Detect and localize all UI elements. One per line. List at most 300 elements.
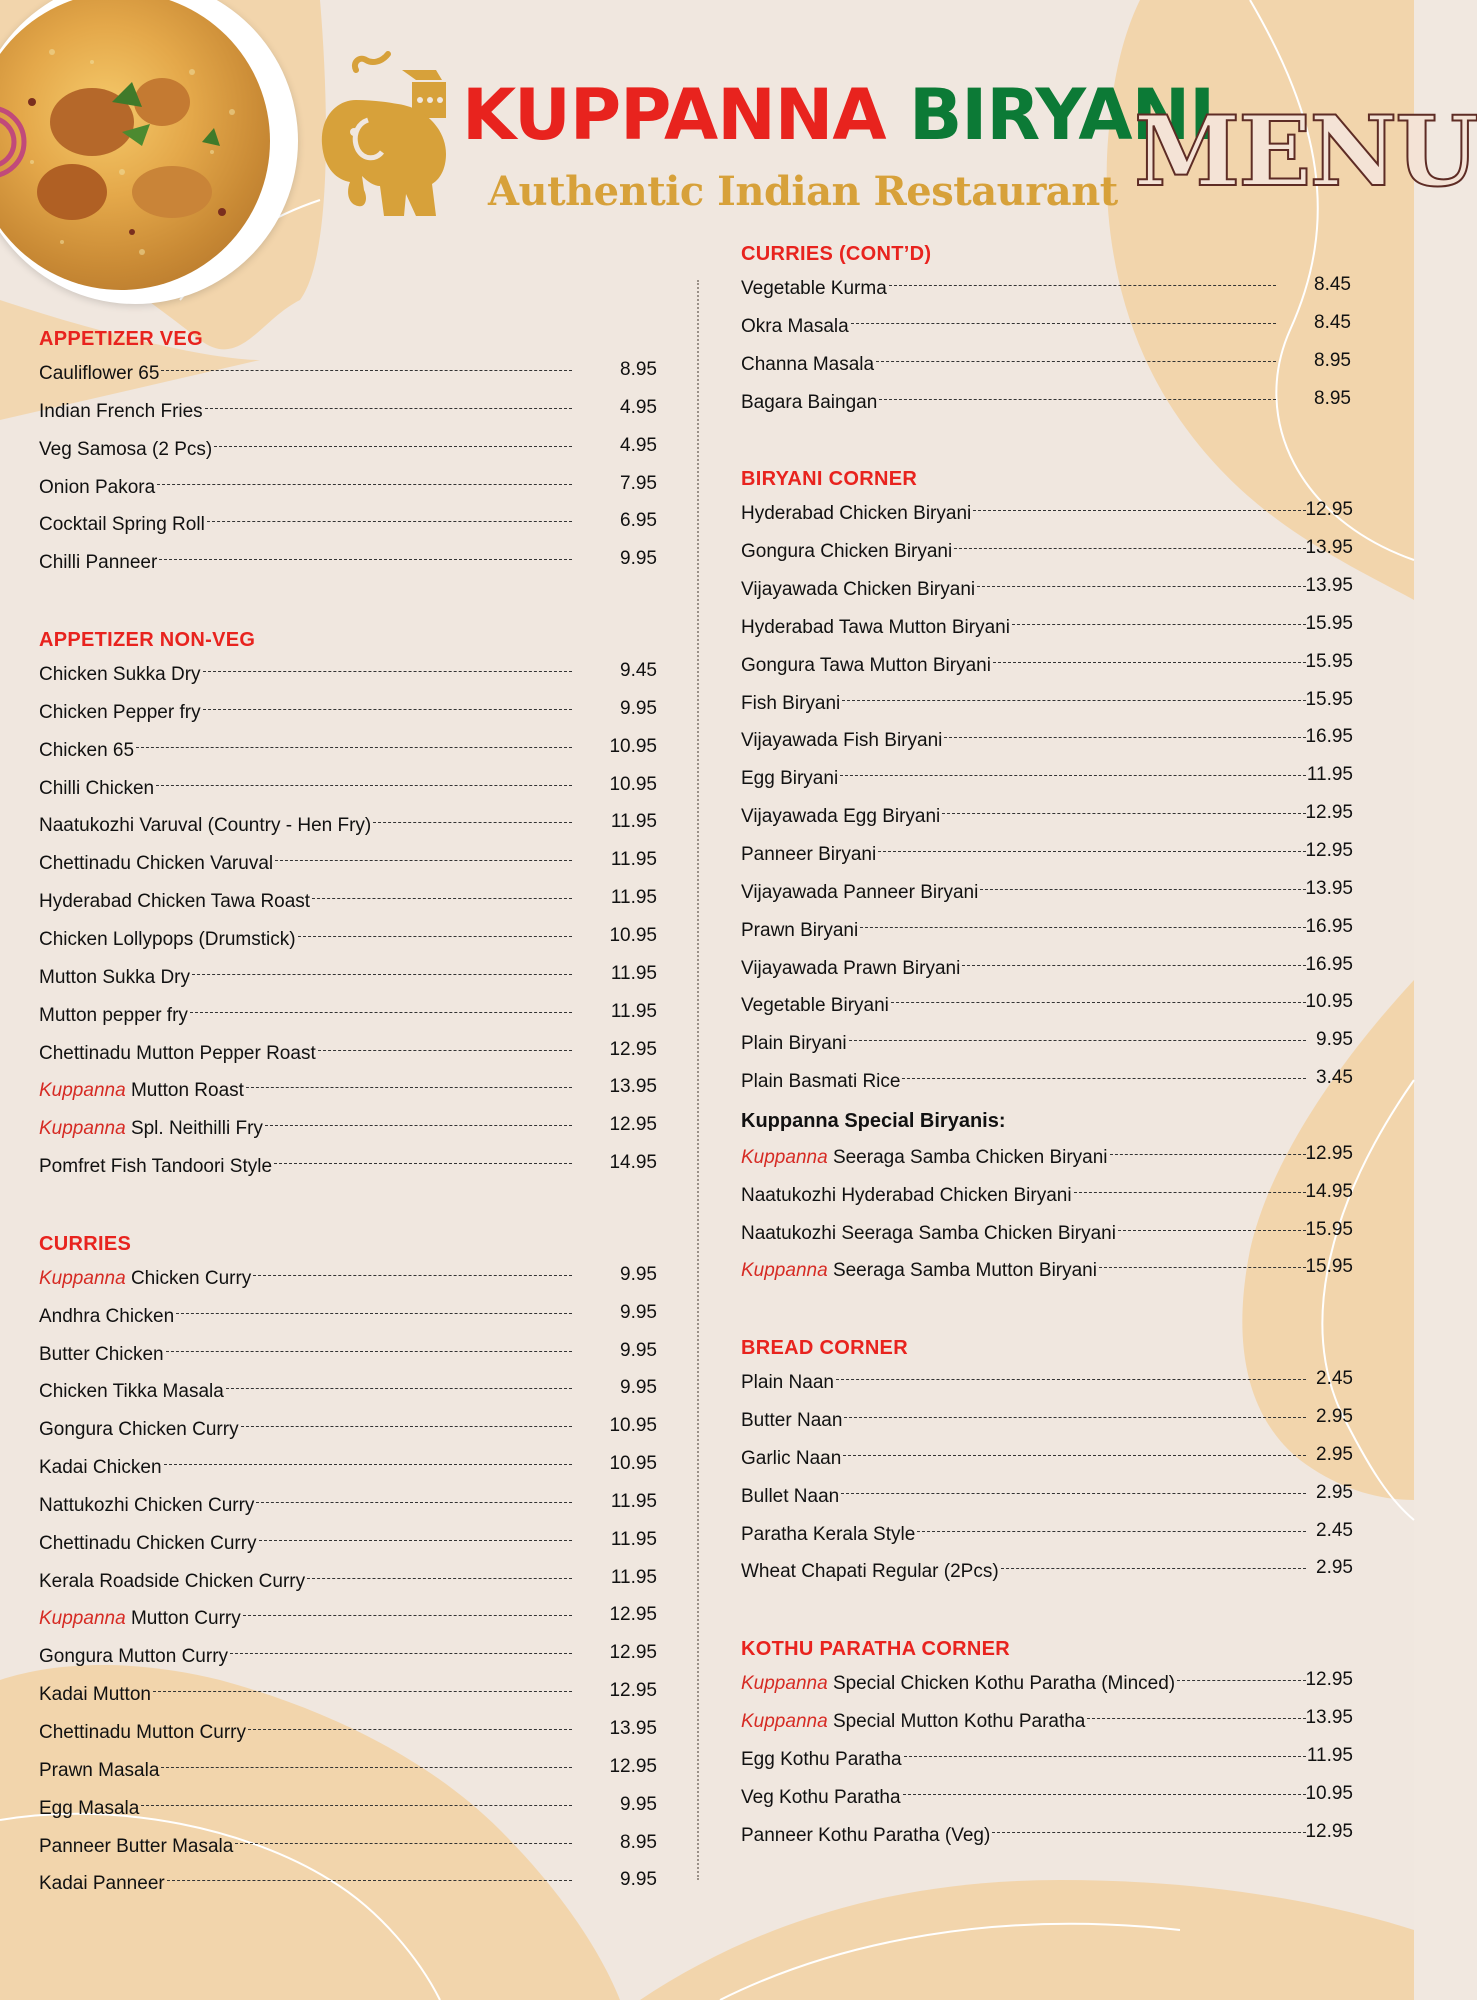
menu-item-name: Paratha Kerala Style	[741, 1523, 916, 1545]
menu-item-label	[741, 1710, 1085, 1734]
menu-item-label	[39, 1456, 162, 1480]
menu-item-name: Vijayawada Egg Biryani	[741, 806, 941, 828]
menu-item-name: Chicken Lollypops (Drumstick)	[39, 928, 296, 950]
menu-item-label	[741, 1070, 900, 1094]
dotted-leader	[312, 898, 572, 899]
menu-item-price: 9.95	[620, 1339, 657, 1361]
menu-item-label	[39, 1494, 254, 1518]
menu-item-label	[741, 729, 942, 753]
menu-item-price: 11.95	[610, 962, 657, 984]
menu-item-price: 12.95	[609, 1680, 657, 1702]
menu-item-price: 8.45	[1314, 274, 1351, 295]
menu-item-name: Wheat Chapati Regular (2Pcs)	[741, 1561, 999, 1583]
dotted-leader	[944, 737, 1306, 738]
menu-item-name: Egg Masala	[39, 1797, 140, 1819]
menu-item-name: Mutton Sukka Dry	[39, 966, 190, 988]
menu-item-label	[39, 928, 296, 952]
dotted-leader	[248, 1729, 572, 1730]
menu-item-brand: Kuppanna	[741, 1260, 828, 1282]
menu-item-name: Vijayawada Prawn Biryani	[741, 957, 961, 979]
menu-item-name: Panneer Biryani	[741, 843, 877, 865]
menu-item-name: Plain Basmati Rice	[741, 1071, 901, 1093]
dotted-leader	[265, 1125, 572, 1126]
dotted-leader	[190, 1012, 572, 1013]
section-title: CURRIES	[39, 1232, 132, 1255]
menu-item-price: 11.95	[610, 1566, 657, 1588]
menu-item-name: Panneer Butter Masala	[39, 1835, 234, 1857]
menu-item-label	[741, 994, 889, 1018]
dotted-leader	[230, 1653, 572, 1654]
menu-item-label	[741, 1748, 902, 1772]
menu-item-label	[741, 919, 858, 943]
menu-item-label	[39, 1872, 165, 1896]
dotted-leader	[241, 1426, 572, 1427]
menu-item-row	[741, 347, 1361, 385]
menu-item-row	[741, 309, 1361, 347]
dotted-leader	[840, 775, 1306, 776]
dotted-leader	[203, 709, 572, 710]
menu-item-label	[741, 1032, 847, 1056]
menu-item-label	[741, 1184, 1072, 1208]
left-column	[39, 322, 659, 1944]
menu-item-row	[39, 960, 659, 998]
menu-item-row	[741, 875, 1361, 913]
menu-item-price: 11.95	[1306, 764, 1353, 786]
menu-item-row	[39, 507, 659, 545]
menu-item-price: 15.95	[1305, 688, 1353, 710]
dotted-leader	[373, 822, 572, 823]
menu-item-label	[39, 852, 273, 876]
menu-item-brand: Kuppanna	[741, 1711, 828, 1733]
right-column	[741, 237, 1361, 1896]
menu-item-label	[741, 540, 952, 564]
menu-item-name: Veg Kothu Paratha	[741, 1786, 901, 1808]
menu-item-price: 2.95	[1316, 1557, 1353, 1579]
dotted-leader	[860, 927, 1306, 928]
menu-item-brand: Kuppanna	[39, 1267, 126, 1289]
menu-item-label	[741, 1222, 1116, 1246]
menu-item-name: Nattukozhi Chicken Curry	[39, 1494, 255, 1516]
menu-item-row	[39, 733, 659, 771]
menu-item-price: 14.95	[609, 1152, 657, 1174]
menu-item-label	[741, 1146, 1108, 1170]
menu-item-name: Okra Masala	[741, 315, 849, 337]
menu-item-price: 9.95	[620, 1263, 657, 1285]
menu-item-price: 11.95	[610, 887, 657, 909]
menu-item-label	[741, 654, 991, 678]
section-kothu-paratha	[741, 1632, 1361, 1855]
dotted-leader	[307, 1578, 572, 1579]
dotted-leader	[849, 1040, 1306, 1041]
menu-item-name: Indian French Fries	[39, 400, 203, 422]
menu-item-price: 15.95	[1305, 1218, 1353, 1240]
menu-item-name: Chilli Panneer	[39, 552, 158, 574]
menu-item-label	[741, 692, 840, 716]
dotted-leader	[167, 1880, 572, 1881]
dotted-leader	[1012, 624, 1306, 625]
dotted-leader	[157, 484, 572, 485]
menu-item-price: 2.45	[1316, 1368, 1353, 1390]
menu-item-row	[39, 1073, 659, 1111]
menu-item-label	[39, 701, 201, 725]
menu-item-row	[39, 1866, 659, 1904]
section-title: BIRYANI CORNER	[741, 468, 918, 491]
dotted-leader	[166, 1351, 572, 1352]
menu-item-name: Andhra Chicken	[39, 1305, 175, 1327]
menu-item-name: Butter Chicken	[39, 1343, 164, 1365]
menu-item-name: Seeraga Samba Mutton Biryani	[832, 1260, 1097, 1282]
menu-item-name: Fish Biryani	[741, 692, 841, 714]
menu-item-price: 9.95	[620, 1869, 657, 1891]
dotted-leader	[889, 285, 1276, 286]
menu-item-label	[741, 805, 940, 829]
menu-item-row	[39, 1526, 659, 1564]
menu-item-price: 8.95	[620, 359, 657, 380]
menu-item-row	[39, 356, 659, 394]
menu-item-row	[741, 1780, 1361, 1818]
dotted-leader	[992, 1832, 1306, 1833]
menu-item-row	[39, 1753, 659, 1791]
menu-item-row	[39, 846, 659, 884]
section-title: KOTHU PARATHA CORNER	[741, 1638, 1010, 1661]
menu-item-row	[39, 922, 659, 960]
menu-item-label	[39, 513, 205, 537]
menu-item-label	[39, 890, 310, 914]
menu-item-price: 8.95	[1314, 349, 1351, 371]
menu-item-label	[741, 1786, 901, 1810]
dotted-leader	[136, 747, 572, 748]
menu-item-price: 9.95	[620, 1301, 657, 1323]
menu-item-price: 15.95	[1305, 612, 1353, 634]
menu-item-name: Cauliflower 65	[39, 363, 160, 384]
dotted-leader	[318, 1050, 572, 1051]
menu-item-name: Gongura Chicken Curry	[39, 1419, 239, 1441]
dotted-leader	[1099, 1267, 1306, 1268]
section-appetizer-veg	[39, 322, 659, 583]
menu-item-row	[39, 1677, 659, 1715]
elephant-logo-icon	[316, 50, 460, 214]
menu-item-row	[39, 808, 659, 846]
menu-item-name: Chettinadu Mutton Pepper Roast	[39, 1042, 316, 1064]
menu-item-row	[39, 1791, 659, 1829]
brand-name	[462, 74, 1215, 156]
dotted-leader	[192, 974, 572, 975]
menu-item-price: 8.45	[1314, 311, 1351, 333]
menu-item-name: Vijayawada Fish Biryani	[741, 730, 943, 752]
menu-item-row	[741, 385, 1361, 423]
menu-item-row	[39, 470, 659, 508]
menu-item-label	[741, 578, 975, 602]
menu-item-row	[741, 1026, 1361, 1064]
menu-item-name: Chettinadu Chicken Curry	[39, 1532, 257, 1554]
menu-item-row	[741, 1178, 1361, 1216]
menu-item-row	[39, 1829, 659, 1867]
menu-item-label	[39, 476, 155, 500]
menu-item-price: 12.95	[609, 1642, 657, 1664]
menu-item-label	[39, 1607, 241, 1631]
section-curries	[39, 1227, 659, 1904]
dotted-leader	[259, 1540, 572, 1541]
menu-item-row	[39, 884, 659, 922]
menu-item-row	[39, 1715, 659, 1753]
menu-item-label	[741, 1259, 1097, 1283]
tagline: Authentic Indian Restaurant	[488, 168, 1118, 215]
menu-item-label	[741, 277, 887, 301]
menu-item-name: Butter Naan	[741, 1410, 843, 1432]
menu-item-row	[39, 998, 659, 1036]
menu-item-name: Chicken Curry	[130, 1267, 252, 1289]
menu-item-row	[39, 1601, 659, 1639]
menu-item-label	[39, 1004, 188, 1028]
menu-item-name: Egg Biryani	[741, 768, 839, 790]
menu-item-name: Prawn Biryani	[741, 919, 859, 941]
menu-item-row	[39, 394, 659, 432]
menu-item-price: 10.95	[609, 735, 657, 757]
menu-item-price: 2.95	[1316, 1443, 1353, 1465]
menu-item-price: 16.95	[1305, 953, 1353, 975]
dotted-leader	[1118, 1230, 1306, 1231]
menu-item-label	[741, 1409, 842, 1433]
dotted-leader	[917, 1531, 1306, 1532]
menu-item-row	[741, 1666, 1361, 1704]
menu-item-price: 10.95	[609, 773, 657, 795]
menu-item-name: Chettinadu Chicken Varuval	[39, 853, 274, 875]
dotted-leader	[205, 408, 572, 409]
menu-item-name: Seeraga Samba Chicken Biryani	[832, 1146, 1108, 1168]
dotted-leader	[876, 361, 1276, 362]
menu-item-row	[39, 1412, 659, 1450]
special-biryanis-title: Kuppanna Special Biryanis:	[741, 1109, 1006, 1132]
menu-item-price: 12.95	[609, 1038, 657, 1060]
dotted-leader	[161, 370, 572, 371]
menu-item-label	[39, 1683, 151, 1707]
menu-item-name: Chicken 65	[39, 739, 135, 761]
menu-item-row	[741, 271, 1361, 309]
dotted-leader	[879, 399, 1276, 400]
menu-item-label	[39, 1759, 159, 1783]
menu-item-label	[741, 957, 960, 981]
menu-item-brand: Kuppanna	[39, 1118, 126, 1140]
dotted-leader	[207, 521, 572, 522]
section-title: APPETIZER NON-VEG	[39, 629, 256, 652]
menu-item-name: Egg Kothu Paratha	[741, 1749, 902, 1770]
menu-item-label	[39, 663, 201, 687]
dotted-leader	[161, 1767, 572, 1768]
menu-item-price: 10.95	[1305, 991, 1353, 1013]
menu-item-price: 13.95	[1305, 537, 1353, 559]
menu-item-name: Chicken Pepper fry	[39, 701, 201, 723]
menu-item-name: Chicken Tikka Masala	[39, 1381, 224, 1403]
menu-item-label	[39, 814, 371, 838]
section-title: APPETIZER VEG	[39, 328, 203, 350]
dotted-leader	[851, 323, 1276, 324]
menu-item-price: 3.45	[1316, 1067, 1353, 1089]
menu-item-row	[39, 1261, 659, 1299]
dotted-leader	[891, 1002, 1306, 1003]
menu-item-price: 14.95	[1305, 1180, 1353, 1202]
dotted-leader	[243, 1615, 572, 1616]
menu-item-price: 12.95	[1305, 1820, 1353, 1842]
section-bread-corner	[741, 1331, 1361, 1592]
dotted-leader	[842, 700, 1306, 701]
menu-item-price: 9.95	[620, 1793, 657, 1815]
menu-item-label	[39, 1267, 251, 1291]
dotted-leader	[904, 1756, 1306, 1757]
menu-item-label	[741, 502, 971, 526]
dotted-leader	[1001, 1568, 1306, 1569]
menu-item-name: Mutton Roast	[130, 1080, 244, 1102]
menu-item-price: 15.95	[1305, 650, 1353, 672]
menu-item-price: 12.95	[609, 1755, 657, 1777]
menu-item-price: 9.45	[620, 660, 657, 682]
menu-item-name: Bullet Naan	[741, 1485, 840, 1507]
menu-item-label	[39, 777, 154, 801]
menu-item-label	[741, 1672, 1175, 1696]
menu-item-label	[741, 1523, 915, 1547]
menu-item-label	[39, 739, 134, 763]
menu-item-row	[741, 799, 1361, 837]
menu-item-name: Hyderabad Chicken Biryani	[741, 503, 972, 525]
section-title: BREAD CORNER	[741, 1337, 908, 1360]
menu-item-price: 12.95	[609, 1114, 657, 1136]
menu-item-name: Vegetable Biryani	[741, 995, 889, 1017]
dotted-leader	[962, 965, 1306, 966]
dotted-leader	[153, 1691, 572, 1692]
menu-item-price: 9.95	[620, 1377, 657, 1399]
menu-item-name: Onion Pakora	[39, 476, 156, 498]
menu-item-price: 9.95	[620, 697, 657, 719]
dotted-leader	[977, 586, 1306, 587]
menu-item-label	[39, 551, 157, 575]
menu-item-label	[39, 438, 212, 462]
dotted-leader	[156, 785, 572, 786]
menu-item-label	[741, 1447, 841, 1471]
menu-item-price: 2.95	[1316, 1481, 1353, 1503]
menu-item-row	[741, 1479, 1361, 1517]
menu-item-name: Mutton pepper fry	[39, 1004, 188, 1026]
dotted-leader	[844, 1417, 1306, 1418]
dotted-leader	[878, 851, 1306, 852]
menu-item-price: 7.95	[620, 472, 657, 494]
menu-item-name: Garlic Naan	[741, 1447, 842, 1469]
brand-name-part1: KUPPANNA	[462, 74, 886, 156]
menu-item-label	[39, 400, 203, 424]
menu-item-price: 8.95	[620, 1831, 657, 1853]
menu-item-name: Veg Samosa (2 Pcs)	[39, 438, 213, 460]
menu-item-label	[741, 767, 838, 791]
menu-item-name: Gongura Tawa Mutton Biryani	[741, 654, 991, 676]
menu-item-name: Vijayawada Chicken Biryani	[741, 579, 976, 601]
menu-item-row	[39, 695, 659, 733]
menu-item-label	[39, 1155, 272, 1179]
menu-item-price: 13.95	[1305, 575, 1353, 597]
dotted-leader	[256, 1502, 572, 1503]
menu-item-name: Bagara Baingan	[741, 391, 878, 413]
menu-item-name: Mutton Curry	[130, 1608, 241, 1630]
menu-item-row	[39, 1488, 659, 1526]
menu-item-price: 9.95	[1316, 1029, 1353, 1051]
menu-item-price: 8.95	[1314, 387, 1351, 409]
menu-item-name: Plain Naan	[741, 1372, 834, 1394]
menu-item-name: Kadai Panneer	[39, 1873, 165, 1895]
dotted-leader	[226, 1388, 572, 1389]
menu-item-price: 11.95	[610, 1528, 657, 1550]
menu-item-label	[741, 881, 978, 905]
menu-item-price: 11.95	[1306, 1745, 1353, 1766]
menu-item-price: 10.95	[609, 1415, 657, 1437]
dotted-leader	[942, 813, 1306, 814]
menu-item-row	[39, 1036, 659, 1074]
menu-item-name: Kadai Mutton	[39, 1684, 151, 1706]
menu-item-price: 11.95	[610, 811, 657, 833]
dotted-leader	[980, 889, 1306, 890]
menu-item-price: 12.95	[1305, 1142, 1353, 1164]
dotted-leader	[298, 936, 572, 937]
menu-item-name: Chicken Sukka Dry	[39, 664, 201, 686]
menu-item-row	[741, 1064, 1361, 1102]
menu-item-label	[39, 1835, 233, 1859]
dotted-leader	[235, 1843, 572, 1844]
biryani-illustration	[0, 0, 270, 290]
dotted-leader	[993, 662, 1306, 663]
menu-item-row	[741, 913, 1361, 951]
menu-item-name: Special Chicken Kothu Paratha (Minced)	[832, 1673, 1176, 1695]
menu-item-price: 13.95	[1305, 877, 1353, 899]
menu-item-row	[741, 1517, 1361, 1555]
menu-item-name: Naatukozhi Seeraga Samba Chicken Biryani	[741, 1222, 1116, 1244]
menu-item-name: Special Mutton Kothu Paratha	[832, 1711, 1086, 1733]
menu-item-name: Gongura Chicken Biryani	[741, 541, 953, 563]
menu-item-price: 12.95	[1305, 1669, 1353, 1691]
dotted-leader	[214, 446, 572, 447]
menu-item-row	[741, 572, 1361, 610]
menu-item-brand: Kuppanna	[741, 1146, 828, 1168]
menu-item-name: Prawn Masala	[39, 1759, 160, 1781]
menu-item-name: Kerala Roadside Chicken Curry	[39, 1570, 306, 1592]
menu-item-row	[741, 1216, 1361, 1254]
menu-item-price: 11.95	[610, 1000, 657, 1022]
menu-item-row	[741, 1818, 1361, 1856]
menu-item-name: Kadai Chicken	[39, 1457, 162, 1479]
menu-item-label	[39, 1570, 305, 1594]
dotted-leader	[1074, 1192, 1306, 1193]
menu-item-row	[39, 1299, 659, 1337]
section-appetizer-nonveg	[39, 623, 659, 1187]
menu-item-price: 12.95	[609, 1604, 657, 1626]
menu-item-price: 12.95	[1305, 802, 1353, 824]
menu-item-price: 12.95	[1305, 839, 1353, 861]
menu-item-row	[741, 686, 1361, 724]
menu-item-row	[741, 1365, 1361, 1403]
menu-item-row	[741, 496, 1361, 534]
menu-item-label	[741, 315, 849, 339]
menu-item-label	[741, 1824, 990, 1848]
menu-item-row	[741, 1253, 1361, 1291]
menu-item-brand: Kuppanna	[39, 1080, 126, 1102]
menu-item-brand: Kuppanna	[741, 1673, 828, 1695]
menu-item-row	[741, 1441, 1361, 1479]
dotted-leader	[246, 1087, 572, 1088]
menu-item-row	[39, 1111, 659, 1149]
menu-item-label	[39, 1042, 316, 1066]
dotted-leader	[843, 1455, 1306, 1456]
menu-item-row	[741, 988, 1361, 1026]
menu-item-label	[741, 1371, 834, 1395]
dotted-leader	[275, 860, 572, 861]
dotted-leader	[164, 1464, 572, 1465]
dotted-leader	[176, 1313, 572, 1314]
menu-item-row	[741, 837, 1361, 875]
